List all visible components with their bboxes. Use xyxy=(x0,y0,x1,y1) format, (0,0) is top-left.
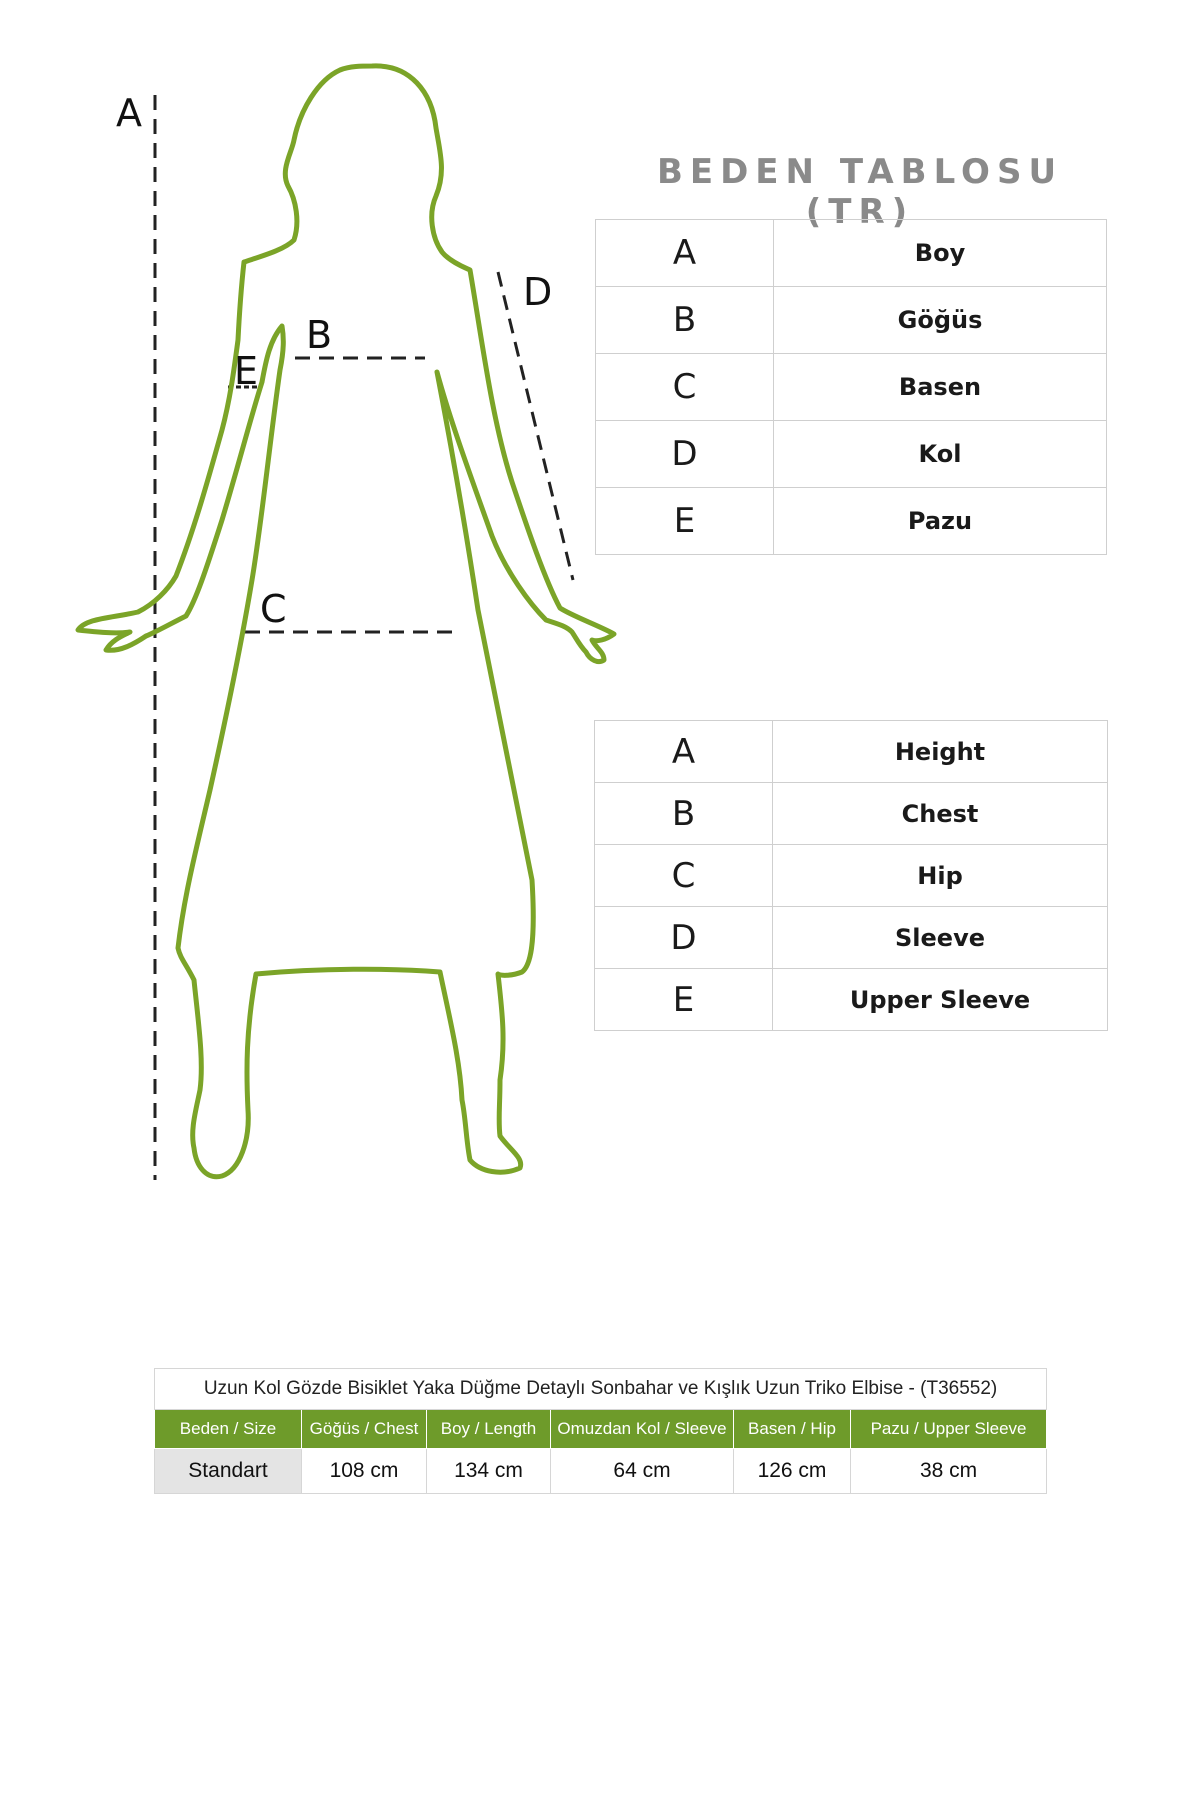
table-row xyxy=(596,354,1107,421)
size-chart-title: BEDEN TABLOSU (TR) xyxy=(656,152,1064,232)
label-e: E xyxy=(234,349,259,393)
legend-code: D xyxy=(596,421,774,488)
legend-label: Boy xyxy=(774,220,1107,287)
table-row xyxy=(595,783,1108,845)
legend-label: Kol xyxy=(774,421,1107,488)
legend-label: Göğüs xyxy=(774,287,1107,354)
english-legend-table xyxy=(594,720,1108,1031)
legend-label: Sleeve xyxy=(773,907,1108,969)
table-row xyxy=(596,421,1107,488)
label-c: C xyxy=(260,587,287,631)
table-row xyxy=(595,721,1108,783)
label-a: A xyxy=(116,91,142,135)
legend-label: Chest xyxy=(773,783,1108,845)
legend-label: Hip xyxy=(773,845,1108,907)
legend-code: D xyxy=(595,907,773,969)
column-header: Pazu / Upper Sleeve xyxy=(851,1410,1047,1449)
sleeve-guide-line xyxy=(498,272,573,580)
hip-cell: 126 cm xyxy=(734,1449,851,1494)
product-size-table xyxy=(154,1368,1047,1494)
header-row xyxy=(155,1410,1047,1449)
column-header: Boy / Length xyxy=(427,1410,551,1449)
legend-code: C xyxy=(596,354,774,421)
product-title: Uzun Kol Gözde Bisiklet Yaka Düğme Detaylı Sonbahar ve Kışlık Uzun Triko Elbise - (T36552) xyxy=(155,1369,1047,1410)
length-cell: 134 cm xyxy=(427,1449,551,1494)
column-header: Omuzdan Kol / Sleeve xyxy=(551,1410,734,1449)
label-b: B xyxy=(306,313,333,357)
legend-code: E xyxy=(596,488,774,555)
legend-code: A xyxy=(596,220,774,287)
turkish-legend-table xyxy=(595,219,1107,555)
size-cell: Standart xyxy=(155,1449,302,1494)
legend-label: Height xyxy=(773,721,1108,783)
legend-code: A xyxy=(595,721,773,783)
legend-label: Basen xyxy=(774,354,1107,421)
column-header: Göğüs / Chest xyxy=(302,1410,427,1449)
chest-cell: 108 cm xyxy=(302,1449,427,1494)
upper-sleeve-cell: 38 cm xyxy=(851,1449,1047,1494)
table-row xyxy=(596,220,1107,287)
table-row xyxy=(595,907,1108,969)
legend-label: Upper Sleeve xyxy=(773,969,1108,1031)
legend-code: C xyxy=(595,845,773,907)
label-d: D xyxy=(523,270,553,314)
column-header: Beden / Size xyxy=(155,1410,302,1449)
table-row xyxy=(596,287,1107,354)
legend-label: Pazu xyxy=(774,488,1107,555)
sleeve-cell: 64 cm xyxy=(551,1449,734,1494)
table-row xyxy=(596,488,1107,555)
dress-silhouette xyxy=(78,66,614,1177)
legend-code: B xyxy=(596,287,774,354)
column-header: Basen / Hip xyxy=(734,1410,851,1449)
table-row xyxy=(155,1449,1047,1494)
table-row xyxy=(595,969,1108,1031)
legend-code: B xyxy=(595,783,773,845)
table-row xyxy=(595,845,1108,907)
product-title-row xyxy=(155,1369,1047,1410)
legend-code: E xyxy=(595,969,773,1031)
